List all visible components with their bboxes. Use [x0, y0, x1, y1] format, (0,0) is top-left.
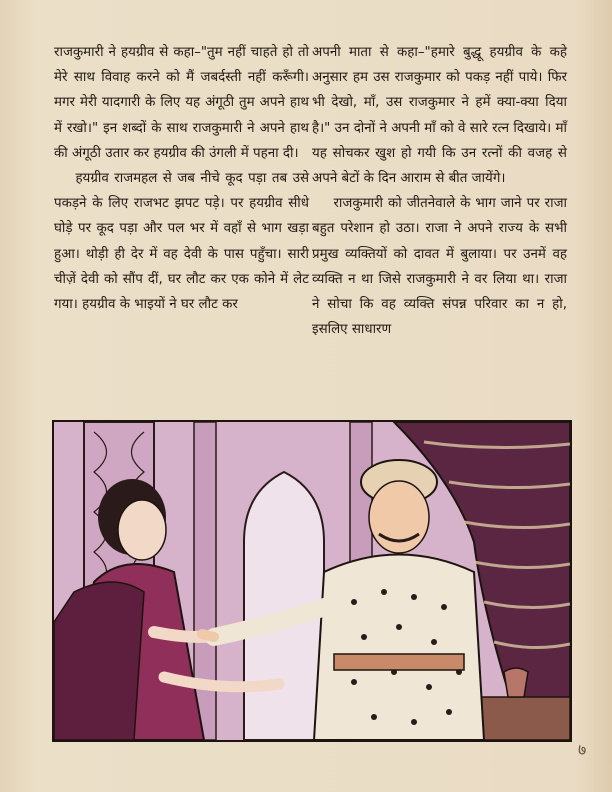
text-column-right	[312, 40, 567, 342]
paragraph: राजकुमारी ने हयग्रीव से कहा–"तुम नहीं चाहते हो तो मेरे साथ विवाह करने को मैं जबर्दस्ती नहीं करूँगी। मगर मेरी यादगारी के लिए यह अंगूठी तुम अपने हाथ में रखो।" इन शब्दों के साथ राजकुमारी ने अपने हाथ की अंगूठी उतार कर हयग्रीव की उंगली में पहना दी।	[54, 45, 309, 161]
story-illustration	[52, 420, 572, 742]
text-column-left	[54, 40, 309, 317]
paragraph: हयग्रीव राजमहल से जब नीचे कूद पड़ा तब उसे पकड़ने के लिए राजभट झपट पड़े। पर हयग्रीव सीधे घोड़े पर कूद पड़ा और पल भर में वहाँ से भाग खड़ा हुआ। थोड़ी ही देर में वह देवी के पास पहुँचा। सारी चीज़ें देवी को सौंप दीं, घर लौट कर एक कोने में लेट गया। हयग्रीव के भाइयों ने घर लौट कर	[54, 171, 309, 313]
paragraph: राजकुमारी को जीतनेवाले के भाग जाने पर राजा बहुत परेशान हो उठा। राजा ने अपने राज्य के सभी प्रमुख व्यक्तियों को दावत में बुलाया। पर उनमें वह व्यक्ति न था जिसे राजकुमारी ने वर लिया था। राजा ने सोचा कि वह व्यक्ति संपन्न परिवार का न हो, इसलिए साधारण	[312, 196, 567, 338]
page-number: ७	[578, 740, 587, 759]
paragraph: अपनी माता से कहा–"हमारे बुद्धू हयग्रीव के कहे अनुसार हम उस राजकुमार को पकड़ नहीं पाये। फिर भी देखो, माँ, उस राजकुमार ने हमें क्या-क्या दिया है।" उन दोनों ने अपनी माँ को वे सारे रत्न दिखाये। माँ यह सोचकर खुश हो गयी कि उन रत्नों की वजह से अपने बेटों के दिन आराम से बीत जायेंगे।	[312, 45, 567, 187]
illustration-drawing	[54, 422, 570, 740]
